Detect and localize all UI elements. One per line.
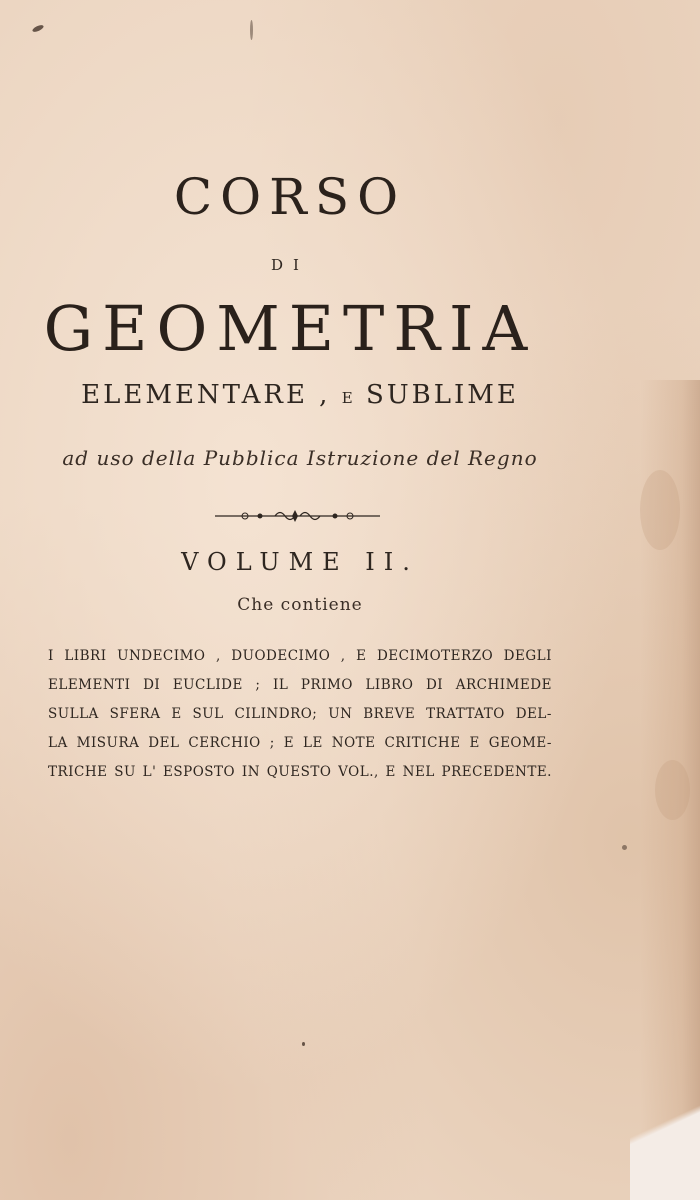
contents-word: PRECEDENTE. [441, 764, 552, 780]
title-line-geometria: GEOMETRIA [43, 292, 537, 365]
contents-word: E [385, 764, 396, 780]
contents-intro: Che contiene [237, 595, 363, 615]
contents-word: TRICHE [48, 764, 108, 780]
title-line-corso: CORSO [173, 168, 407, 226]
contents-word: E [469, 735, 480, 751]
contents-word: DECIMOTERZO [376, 648, 494, 664]
contents-line [48, 700, 552, 729]
contents-word: ESPOSTO [163, 764, 236, 780]
contents-word: ELEMENTI [48, 677, 131, 693]
contents-word: DI [143, 677, 161, 693]
contents-word: SU [114, 764, 136, 780]
subtitle-elementare: ELEMENTARE , [81, 380, 331, 410]
contents-word: CRITICHE [384, 735, 461, 751]
contents-word: TRATTATO [426, 706, 505, 722]
contents-word: EUCLIDE [172, 677, 243, 693]
contents-word: LA [48, 735, 68, 751]
contents-word: , [340, 648, 346, 664]
subtitle-e: E [341, 389, 355, 407]
contents-word: ; [255, 677, 261, 693]
contents-word: DUODECIMO [231, 648, 331, 664]
contents-word: QUESTO [266, 764, 332, 780]
contents-word: , [215, 648, 221, 664]
contents-word: UNDECIMO [117, 648, 206, 664]
foxing-spot [655, 760, 690, 820]
contents-word: ; [269, 735, 275, 751]
contents-word: DEL [148, 735, 180, 751]
contents-word: LIBRI [64, 648, 107, 664]
contents-word: LE [302, 735, 323, 751]
contents-word: PRIMO [300, 677, 353, 693]
ink-speck [250, 20, 253, 40]
contents-word: VOL., [338, 764, 379, 780]
contents-word: LIBRO [365, 677, 414, 693]
title-line-di: DI [271, 256, 309, 274]
contents-word: IL [273, 677, 289, 693]
contents-description [48, 642, 552, 787]
contents-word: BREVE [363, 706, 416, 722]
contents-line [48, 642, 552, 671]
contents-word: NEL [402, 764, 435, 780]
contents-word: GEOME- [488, 735, 552, 751]
contents-line [48, 758, 552, 787]
contents-word: DI [425, 677, 444, 693]
contents-word: E [283, 735, 295, 751]
contents-word: NOTE [331, 735, 376, 751]
printer-ornament-rule [215, 507, 380, 525]
torn-corner [630, 1050, 700, 1200]
contents-word: MISURA [76, 735, 140, 751]
contents-word: CILINDRO; [234, 706, 318, 722]
contents-line [48, 729, 552, 758]
subtitle-line [0, 380, 600, 410]
dedication-line: ad uso della Pubblica Istruzione del Regno [62, 446, 538, 470]
contents-word: DEL- [515, 706, 552, 722]
contents-word: L' [142, 764, 157, 780]
contents-word: I [48, 648, 54, 664]
contents-word: E [356, 648, 367, 664]
contents-word: IN [241, 764, 261, 780]
contents-line [48, 671, 552, 700]
contents-word: E [171, 706, 182, 722]
contents-word: SUL [192, 706, 224, 722]
contents-word: SFERA [109, 706, 161, 722]
subtitle-sublime: SUBLIME [365, 380, 519, 410]
contents-word: UN [328, 706, 353, 722]
contents-word: ARCHIMEDE [455, 677, 552, 693]
ink-speck [302, 1042, 305, 1046]
contents-word: DEGLI [503, 648, 552, 664]
contents-word: CERCHIO [188, 735, 261, 751]
volume-heading: VOLUME II. [181, 548, 419, 576]
ink-speck [622, 845, 627, 850]
foxing-spot [640, 470, 680, 550]
contents-word: SULLA [48, 706, 99, 722]
